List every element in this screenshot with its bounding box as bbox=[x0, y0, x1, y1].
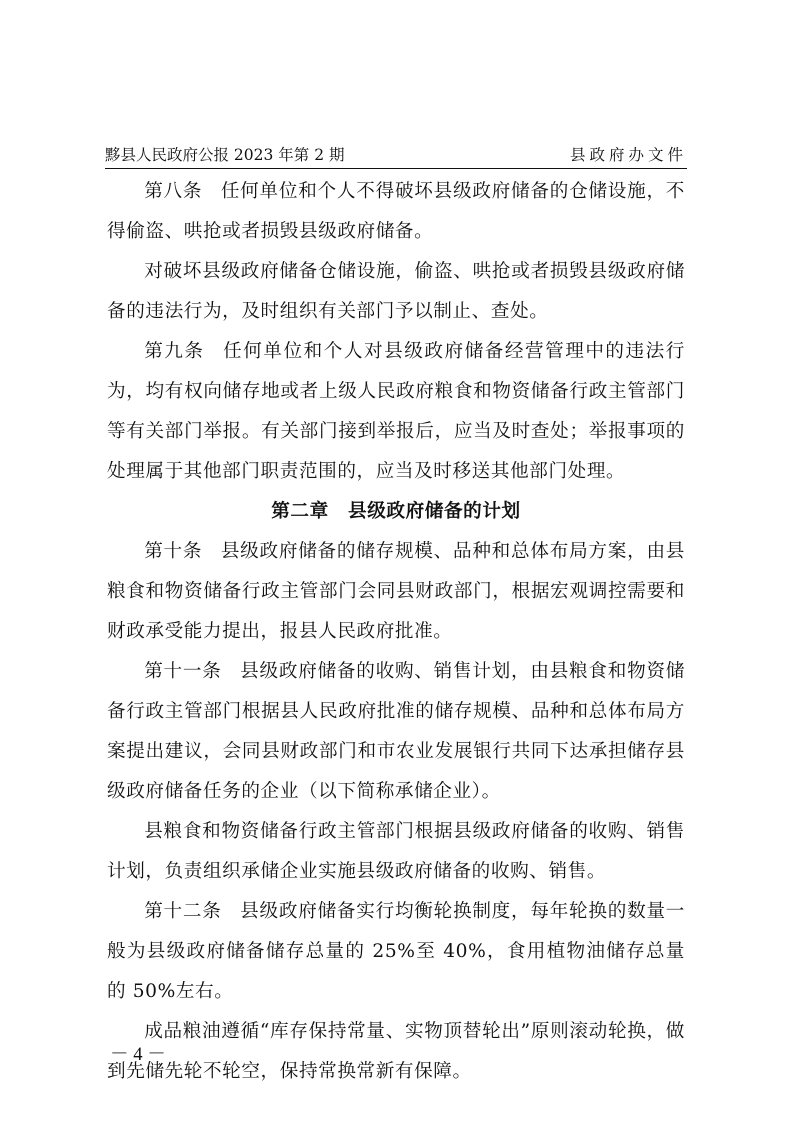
chapter-heading: 第二章 县级政府储备的计划 bbox=[271, 501, 521, 522]
header-divider bbox=[105, 168, 687, 169]
article-text: 县级政府储备实行均衡轮换制度，每年轮换的数量一般为县级政府储备储存总量的 25%至 40%，食用植物油储存总量的 50%左右。 bbox=[107, 901, 685, 1002]
article-number: 第十二条 bbox=[144, 901, 222, 922]
article-text: 任何单位和个人不得破坏县级政府储备的仓储设施，不得偷盗、哄抢或者损毁县级政府储备。 bbox=[107, 181, 685, 242]
bulletin-title: 黟县人民政府公报 2023 年第 2 期 bbox=[105, 146, 345, 164]
article-12-paragraph-2: 成品粮油遵循“库存保持常量、实物顶替轮出”原则滚动轮换，做到先储先轮不轮空，保持常换常新有保障。 bbox=[107, 1021, 685, 1082]
article-11-paragraph-2: 县粮食和物资储备行政主管部门根据县级政府储备的收购、销售计划，负责组织承储企业实施县级政府储备的收购、销售。 bbox=[107, 821, 685, 882]
article-number: 第十一条 bbox=[144, 661, 222, 682]
article-11-paragraph bbox=[107, 652, 685, 812]
article-number: 第十条 bbox=[144, 541, 203, 562]
article-12-paragraph bbox=[107, 892, 685, 1012]
article-10-paragraph bbox=[107, 532, 685, 652]
article-number: 第九条 bbox=[144, 341, 205, 362]
article-8-paragraph bbox=[107, 172, 685, 252]
page-header bbox=[105, 143, 687, 167]
article-text: 县级政府储备的储存规模、品种和总体布局方案，由县粮食和物资储备行政主管部门会同县财政部门，根据宏观调控需要和财政承受能力提出，报县人民政府批准。 bbox=[107, 541, 685, 642]
article-9-paragraph bbox=[107, 332, 685, 492]
article-8-paragraph-2: 对破坏县级政府储备仓储设施，偷盗、哄抢或者损毁县级政府储备的违法行为，及时组织有关部门予以制止、查处。 bbox=[107, 261, 685, 322]
document-category: 县政府办文件 bbox=[569, 146, 687, 164]
article-text: 任何单位和个人对县级政府储备经营管理中的违法行为，均有权向储存地或者上级人民政府粮食和物资储备行政主管部门等有关部门举报。有关部门接到举报后，应当及时查处；举报事项的处理属于其他部门职责范围的，应当及时移送其他部门处理。 bbox=[107, 341, 685, 482]
article-text: 县级政府储备的收购、销售计划，由县粮食和物资储备行政主管部门根据县人民政府批准的储存规模、品种和总体布局方案提出建议，会同县财政部门和市农业发展银行共同下达承担储存县级政府储备任务的企业（以下简称承储企业）。 bbox=[107, 661, 685, 802]
article-number: 第八条 bbox=[144, 181, 203, 202]
page-number: － 4 － bbox=[110, 1044, 166, 1065]
document-body bbox=[107, 172, 685, 1092]
